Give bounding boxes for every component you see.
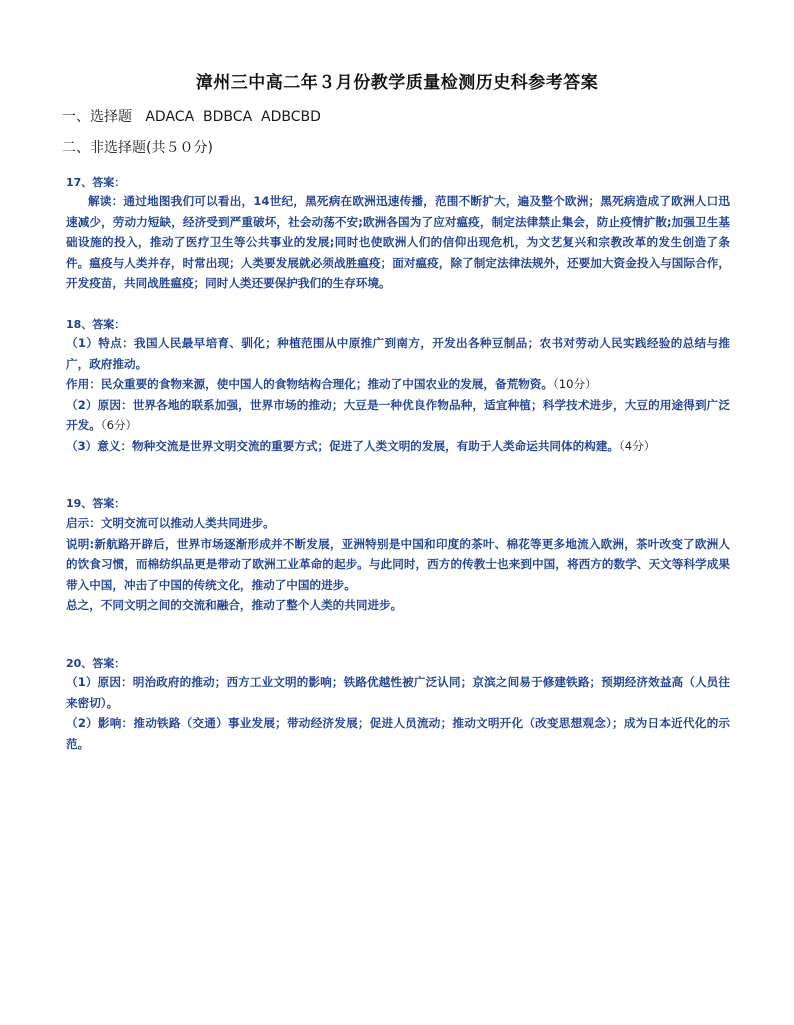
q18-significance-text: （3）意义：物种交流是世界文明交流的重要方式；促进了人类文明的发展，有助于人类命运共同体的构建。 [66,438,619,453]
q17-answer [66,191,730,294]
q19-conclusion: 总之，不同文明之间的交流和融合，推动了整个人类的共同进步。 [66,598,403,612]
q18-reason [66,395,730,436]
q20-reason: （1）原因：明治政府的推动；西方工业文明的影响；铁路优越性被广泛认同；京滨之间易于修建铁路；预期经济效益高（人员往来密切）。 [66,675,730,710]
q18-feature: （1）特点：我国人民最早培育、驯化；种植范围从中原推广到南方，开发出各种豆制品；农书对劳动人民实践经验的总结与推广，政府推动。 [66,336,730,371]
q19-answer [66,513,730,616]
q20-heading: 20、答案： [66,657,126,670]
q18-effect-score: （10分） [552,377,597,391]
q20-answer [66,672,730,754]
q18-effect-text: 作用：民众重要的食物来源，使中国人的食物结构合理化；推动了中国农业的发展，备荒物资。 [66,377,553,391]
q19-insight: 启示：文明交流可以推动人类共同进步。 [66,516,275,530]
q19-heading: 19、答案： [66,497,126,510]
q18-reason-text: （2）原因：世界各地的联系加强，世界市场的推动；大豆是一种优良作物品种，适宜种植；科学技术进步，大豆的用途得到广泛开发。 [66,397,730,432]
q18-answer [66,333,730,456]
q18-significance-score: （4分） [618,438,656,453]
multiple-choice-answers: 一、选择题 ADACA BDBCA ADBCBD [62,109,321,125]
q20-impact: （2）影响：推动铁路（交通）事业发展；带动经济发展；促进人员流动；推动文明开化（改变思想观念）；成为日本近代化的示范。 [66,716,730,751]
q18-significance [66,436,730,457]
q17-heading: 17、答案： [66,176,126,189]
q18-reason-score: （6分） [100,418,138,432]
q17-paragraph: 解读：通过地图我们可以看出，14世纪，黑死病在欧洲迅速传播，范围不断扩大，遍及整个欧洲；黑死病造成了欧洲人口迅速减少，劳动力短缺，经济受到严重破坏，社会动荡不安;欧洲各国为了应对瘟疫，制定法律禁止集会，防止疫情扩散;加强卫生基础设施的投入，推动了医疗卫生等公共事业的发展;同时也使欧洲人们的信仰出现危机，为文艺复兴和宗教改革的发生创造了条件。瘟疫与人类并存，时常出现；人类要发展就必须战胜瘟疫；面对瘟疫，除了制定法律法规外，还要加大资金投入与国际合作，开发疫苗，共同战胜瘟疫；同时人类还要保护我们的生存环境。 [66,194,730,290]
q18-heading: 18、答案： [66,318,126,331]
page-title: 漳州三中高二年３月份教学质量检测历史科参考答案 [195,73,599,93]
non-choice-section-heading: 二、非选择题(共５０分) [62,140,213,156]
q18-effect [66,374,730,395]
q19-explanation: 说明:新航路开辟后，世界市场逐渐形成并不断发展，亚洲特别是中国和印度的茶叶、棉花等更多地流入欧洲，茶叶改变了欧洲人的饮食习惯，而棉纺织品更是带动了欧洲工业革命的起步。与此同时，西方的传教士也来到中国，将西方的数学、天文等科学成果带入中国，冲击了中国的传统文化，推动了中国的进步。 [66,536,730,592]
